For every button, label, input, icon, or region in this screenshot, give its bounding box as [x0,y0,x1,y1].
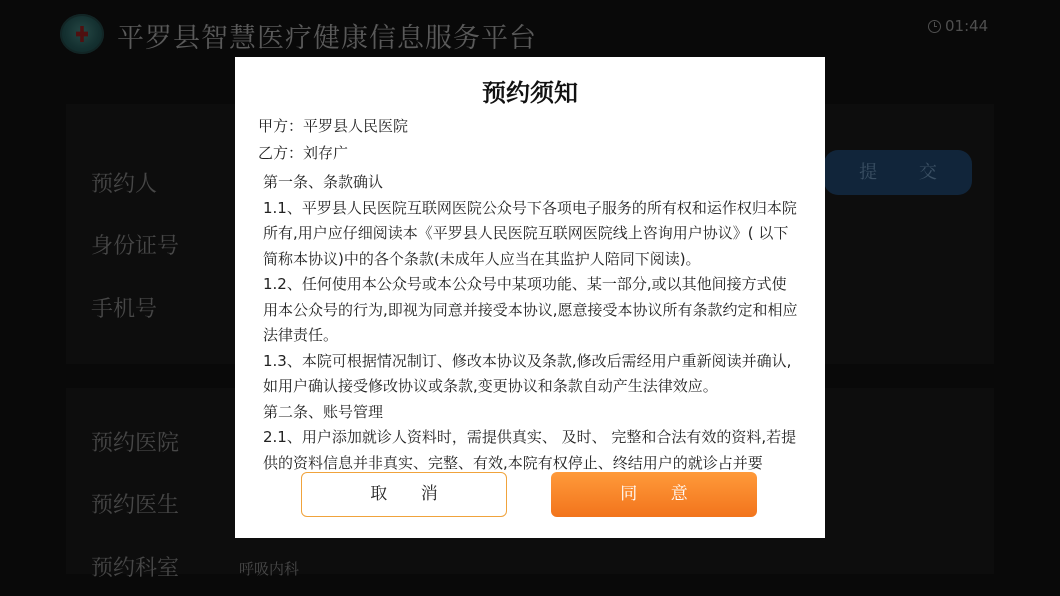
dept-value: 呼吸内科 [239,560,300,578]
doctor-label: 预约医生 [91,493,180,518]
submit-button[interactable]: 提 交 [824,150,972,195]
agreement-paragraph: 2.1、用户添加就诊人资料时，需提供真实、 及时、 完整和合法有效的资料,若提供的资料信息并非真实、完整、有效,本院有权停止、终结用户的就诊占并要 [263,428,797,472]
dept-label: 预约科室 [91,556,180,581]
phone-label: 手机号 [91,297,158,322]
agree-button[interactable]: 同 意 [551,472,757,517]
person-label: 预约人 [91,172,158,197]
agreement-content[interactable] [263,170,801,472]
app-title: 平罗县智慧医疗健康信息服务平台 [117,23,537,54]
agreement-paragraph: 1.2、任何使用本公众号或本公众号中某项功能、某一部分,或以其他间接方式使用本公众号的行为,即视为同意并接受本协议,愿意接受本协议所有条款约定和相应法律责任。 [263,275,798,344]
id-label: 身份证号 [91,234,180,259]
party-b: 乙方：刘存广 [258,144,349,162]
agreement-paragraph: 第一条、条款确认 [263,173,384,191]
agreement-paragraph: 第二条、账号管理 [263,402,384,421]
cancel-button[interactable]: 取 消 [301,472,507,517]
agreement-paragraph: 1.1、平罗县人民医院互联网医院公众号下各项电子服务的所有权和运作权归本院所有,用户应仔细阅读本《平罗县人民医院互联网医院线上咨询用户协议》( 以下简称本协议)中的各个条款(未成年人应当在其监护人陪同下阅读)。 [263,198,797,268]
hospital-label: 预约医院 [91,431,180,456]
appointment-notice-dialog [235,57,825,538]
clock-time: 01:44 [945,17,989,35]
agreement-paragraph: 1.3、本院可根据情况制订、修改本协议及条款,修改后需经用户重新阅读并确认,如用户确认接受修改协议或条款,变更协议和条款自动产生法律效应。 [263,351,792,395]
party-a: 甲方：平罗县人民医院 [258,117,409,135]
dialog-title: 预约须知 [482,79,578,107]
